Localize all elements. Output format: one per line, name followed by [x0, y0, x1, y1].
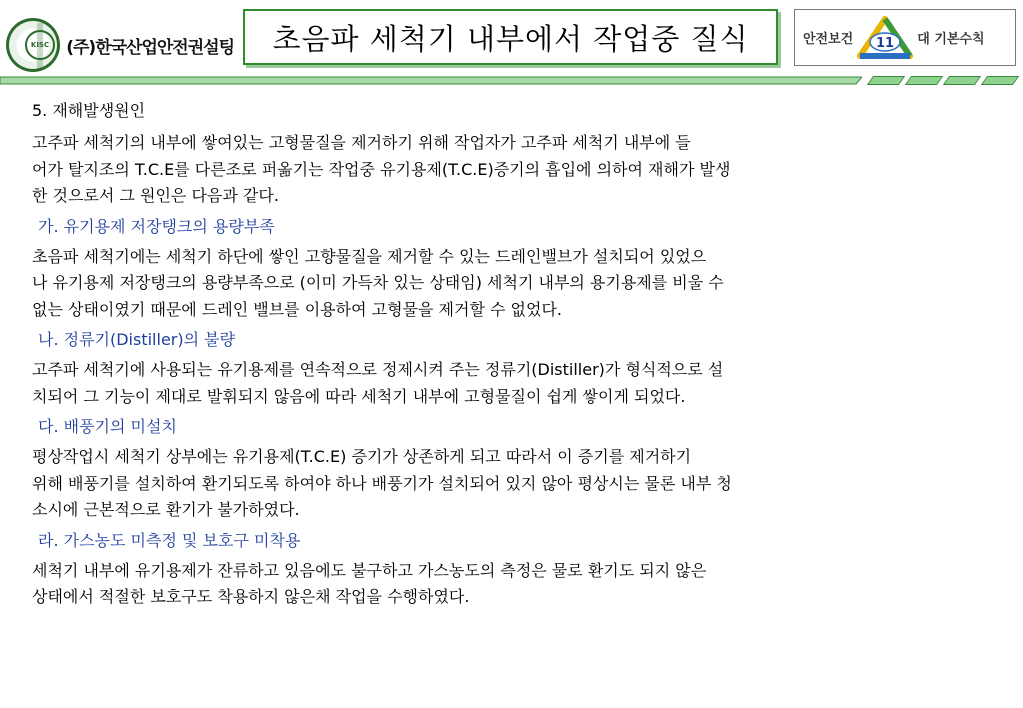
section-heading: 5. 재해발생원인	[32, 101, 146, 120]
paragraph-b	[32, 357, 982, 410]
header	[0, 0, 1023, 95]
page-title: 초음파 세척기 내부에서 작업중 질식	[272, 21, 749, 56]
company-logo	[6, 14, 234, 76]
safety-logo-text-left: 안전보건	[803, 32, 854, 47]
safety-logo-text-right: 대 기본수칙	[917, 32, 985, 47]
company-emblem-text: KISC	[30, 41, 50, 49]
subheading-d: 라. 가스농도 미측정 및 보호구 미착용	[38, 530, 301, 550]
header-dash	[981, 76, 1019, 85]
paragraph-c	[32, 444, 982, 524]
title-box	[243, 9, 778, 65]
text-line: 상태에서 적절한 보호구도 착용하지 않은채 작업을 수행하였다.	[32, 587, 470, 606]
text-line: 평상작업시 세척기 상부에는 유기용제(T.C.E) 증기가 상존하게 되고 따라서 이 증기를 제거하기	[32, 447, 692, 466]
text-line: 어가 탈지조의 T.C.E를 다른조로 퍼옮기는 작업중 유기용제(T.C.E)증기의 흡입에 의하여 재해가 발생	[32, 159, 731, 179]
text-line: 소시에 근본적으로 환기가 불가하였다.	[32, 500, 300, 519]
text-line: 없는 상태이였기 때문에 드레인 밸브를 이용하여 고형물을 제거할 수 없었다.	[32, 299, 562, 319]
text-line: 위해 배풍기를 설치하여 환기되도록 하여야 하나 배풍기가 설치되어 있지 않아 평상시는 물론 내부 청	[32, 473, 732, 493]
company-name: (주)한국산업안전권설팅	[66, 37, 234, 58]
subheading-b: 나. 정류기(Distiller)의 불량	[38, 330, 236, 349]
paragraph-a	[32, 244, 982, 324]
header-dash	[867, 76, 905, 85]
text-line: 고주파 세척기에 사용되는 유기용제를 연속적으로 정제시켜 주는 정류기(Distiller)가 형식적으로 설	[32, 360, 724, 379]
paragraph-d	[32, 558, 982, 611]
subheading-a: 가. 유기용제 저장탱크의 용량부족	[38, 216, 275, 236]
subheading-c: 다. 배풍기의 미설치	[38, 417, 177, 436]
intro-paragraph	[32, 130, 982, 210]
main-content	[32, 100, 982, 611]
header-dash	[943, 76, 981, 85]
text-line: 나 유기용제 저장탱크의 용량부족으로 (이미 가득차 있는 상태임) 세척기 내부의 용기용제를 비울 수	[32, 273, 724, 292]
safety-rules-logo	[794, 9, 1016, 66]
company-emblem-icon	[6, 18, 60, 72]
text-line: 초음파 세척기에는 세척기 하단에 쌓인 고향물질을 제거할 수 있는 드레인밸브가 설치되어 있었으	[32, 246, 707, 266]
triangle-badge-icon	[857, 16, 913, 60]
header-dashes	[870, 76, 1023, 85]
text-line: 고주파 세척기의 내부에 쌓여있는 고형물질을 제거하기 위해 작업자가 고주파 세척기 내부에 들	[32, 133, 691, 152]
safety-logo-number: 11	[876, 35, 895, 51]
header-dash	[905, 76, 943, 85]
text-line: 치되어 그 기능이 제대로 발휘되지 않음에 따라 세척기 내부에 고형물질이 쉽게 쌓이게 되었다.	[32, 386, 686, 406]
text-line: 한 것으로서 그 원인은 다음과 같다.	[32, 186, 279, 205]
header-divider	[0, 76, 862, 85]
text-line: 세척기 내부에 유기용제가 잔류하고 있음에도 불구하고 가스농도의 측정은 물로 환기도 되지 않은	[32, 560, 707, 580]
